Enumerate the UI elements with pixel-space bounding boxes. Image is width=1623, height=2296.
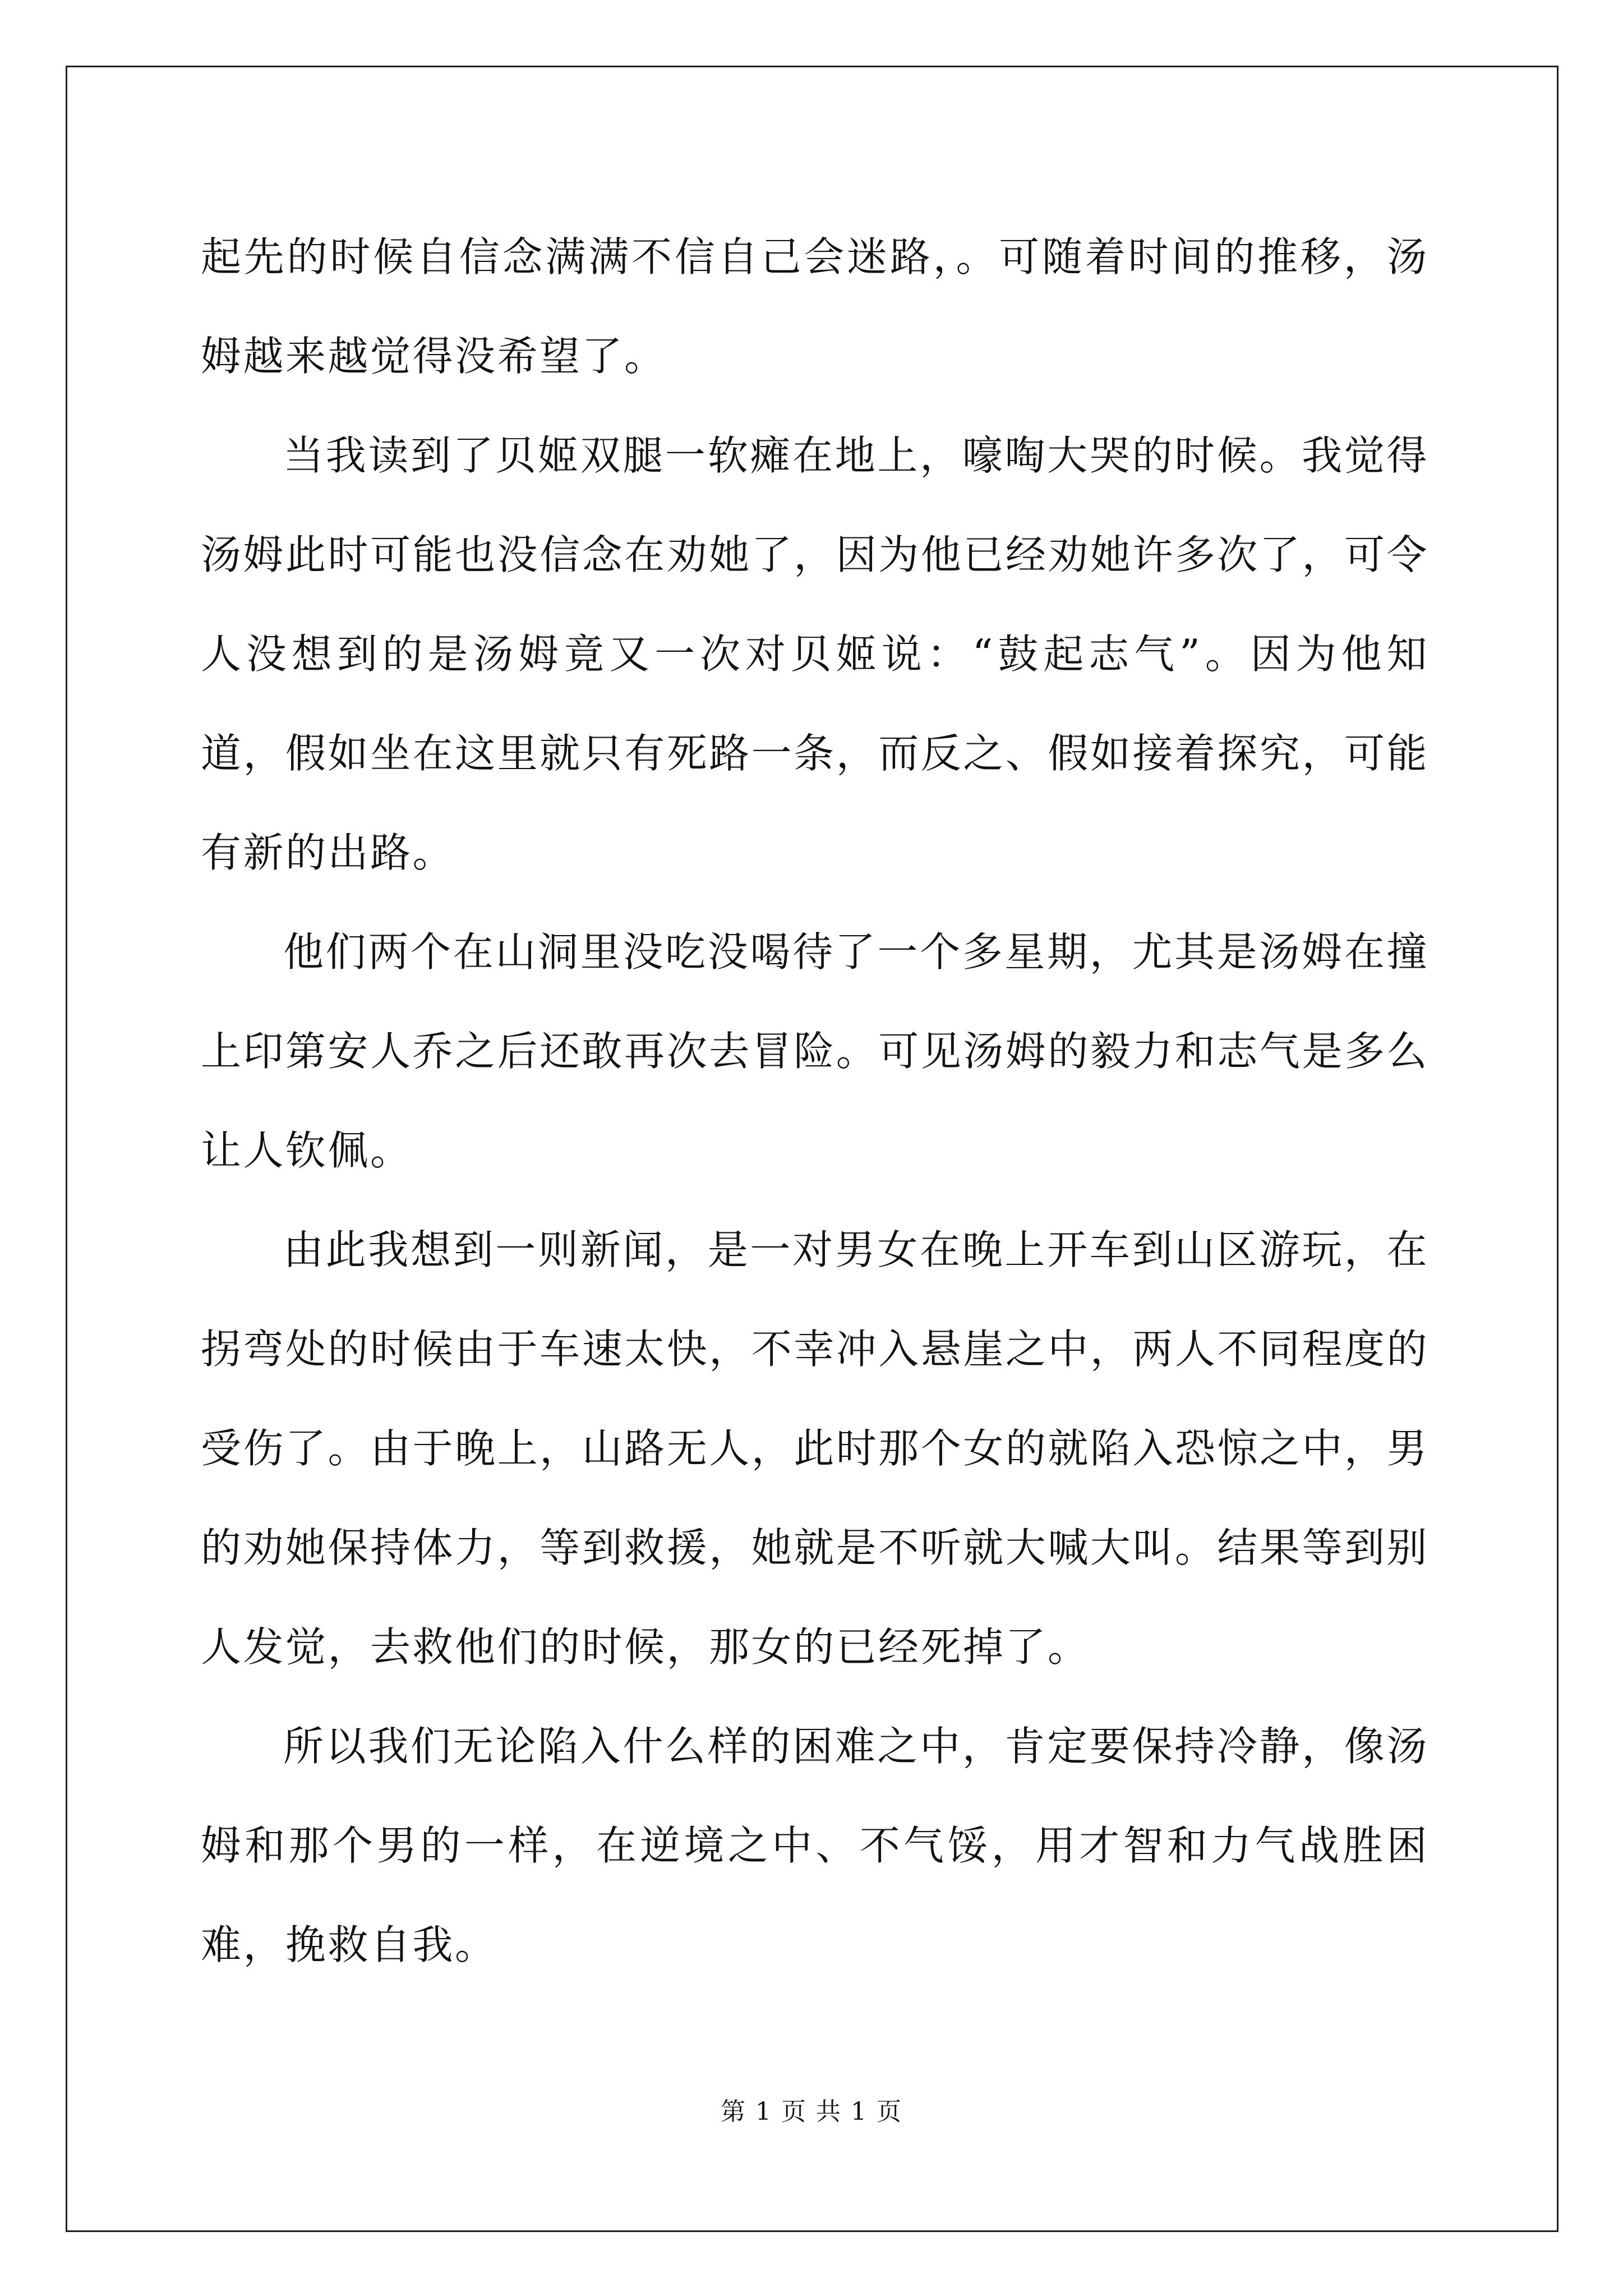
- paragraph-1: 起先的时候自信念满满不信自己会迷路，。可随着时间的推移，汤姆越来越觉得没希望了。: [201, 233, 1429, 380]
- page-number-footer: 第 1 页 共 1 页: [721, 2097, 902, 2126]
- paragraph-5: 所以我们无论陷入什么样的困难之中，肯定要保持冷静，像汤姆和那个男的一样，在逆境之中、不气馁，用才智和力气战胜困难，挽救自我。: [201, 1723, 1429, 1968]
- document-body: [201, 208, 1429, 1995]
- paragraph-3: 他们两个在山洞里没吃没喝待了一个多星期，尤其是汤姆在撞上印第安人乔之后还敢再次去冒险。可见汤姆的毅力和志气是多么让人钦佩。: [201, 928, 1429, 1174]
- paragraph-4: 由此我想到一则新闻，是一对男女在晚上开车到山区游玩，在拐弯处的时候由于车速太快，不幸冲入悬崖之中，两人不同程度的受伤了。由于晚上，山路无人，此时那个女的就陷入恐惊之中，男的劝她保持体力，等到救援，她就是不听就大喊大叫。结果等到别人发觉，去救他们的时候，那女的已经死掉了。: [201, 1226, 1429, 1671]
- paragraph-2: 当我读到了贝姬双腿一软瘫在地上，嚎啕大哭的时候。我觉得汤姆此时可能也没信念在劝她了，因为他已经劝她许多次了，可令人没想到的是汤姆竟又一次对贝姬说：“鼓起志气”。因为他知道，假如坐在这里就只有死路一条，而反之、假如接着探究，可能有新的出路。: [201, 432, 1429, 876]
